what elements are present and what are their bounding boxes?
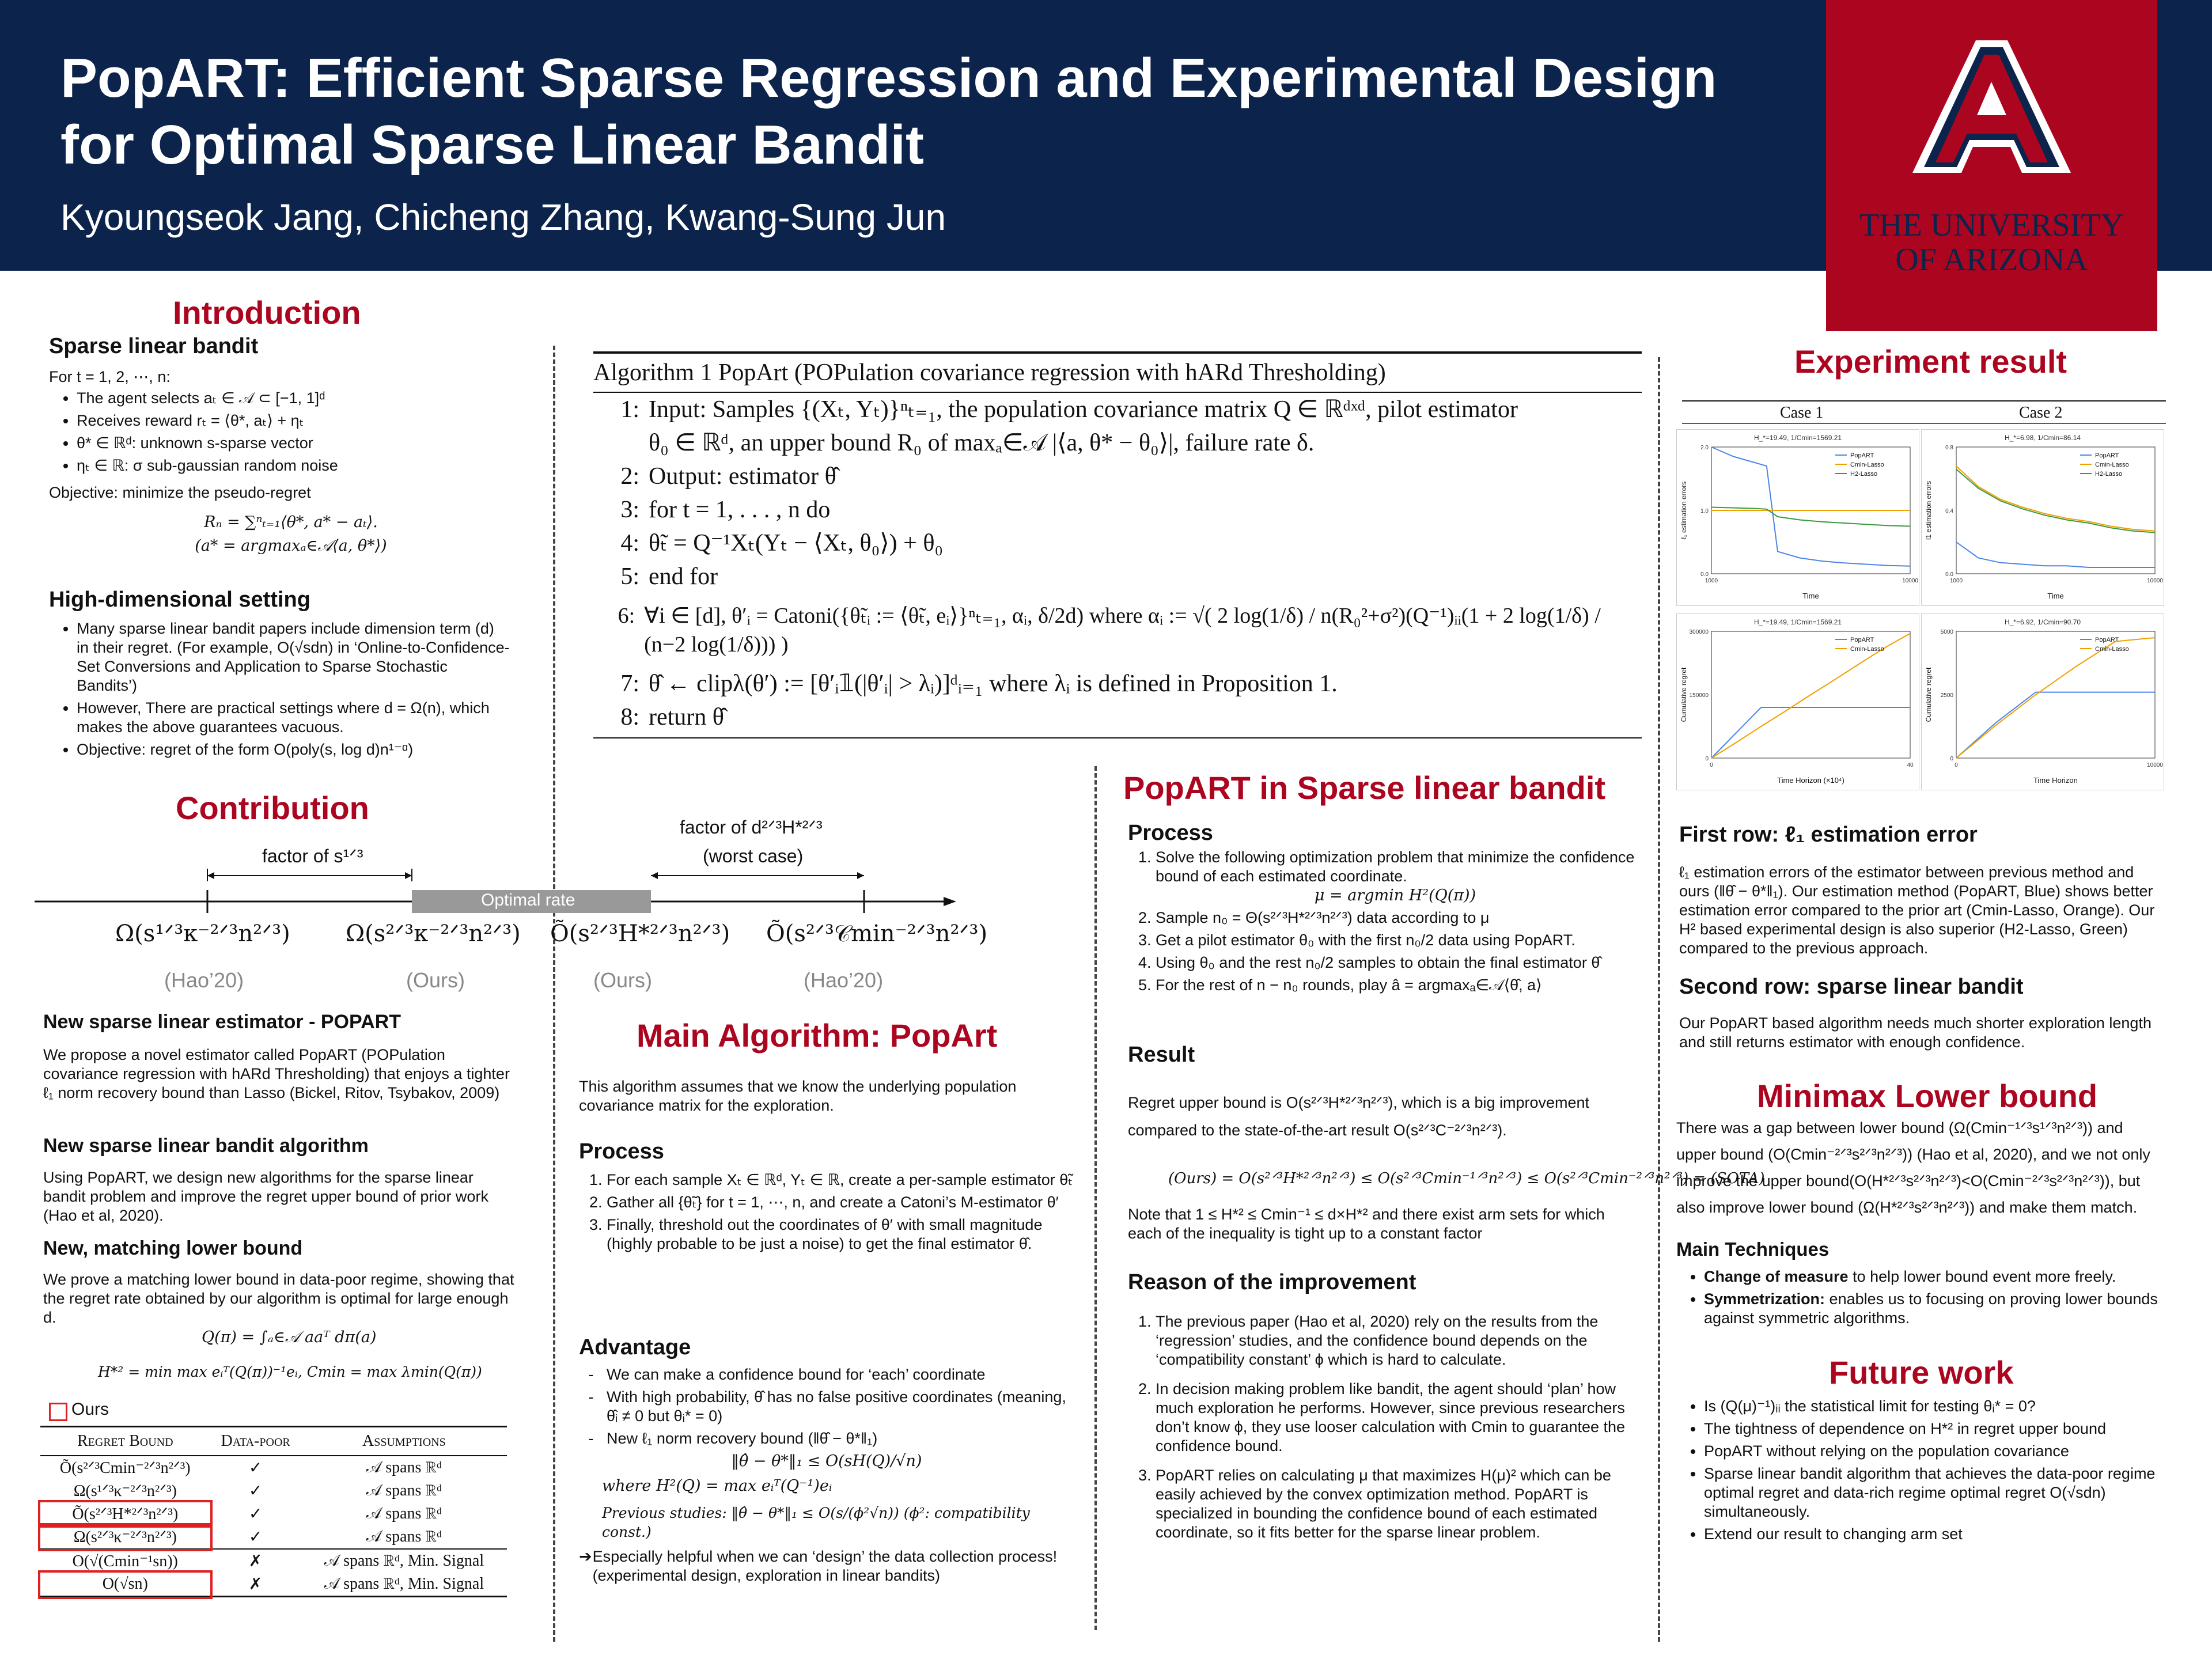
bound-equation: ‖θ̂ − θ*‖₁ ≤ O(sH(Q)/√n)	[731, 1452, 922, 1470]
table-cell: ✓	[248, 1482, 263, 1500]
algo-line-num: 5:	[620, 563, 639, 590]
algo-line-num: 6:	[618, 604, 635, 628]
main-process-step: 3. Finally, threshold out the coordinates of θ′ with small magnitude (highly probable to be just a noise) to get the final estimator θ̂.	[607, 1215, 1074, 1253]
table-cell: ✗	[248, 1575, 263, 1593]
intro-bullet: • θ* ∈ ℝᵈ: unknown s-sparse vector	[77, 434, 533, 453]
advantage-heading: Advantage	[579, 1335, 691, 1359]
h-equation: H*² = min max eᵢᵀ(Q(π))⁻¹eᵢ, Cmin = max λmin(Q(π))	[98, 1363, 482, 1380]
table-cell: Õ(s²ᐟ³Cmin⁻²ᐟ³n²ᐟ³)	[59, 1459, 191, 1477]
first-row-heading: First row: ℓ₁ estimation error	[1679, 823, 1978, 847]
table-cell: 𝒜 spans ℝᵈ	[366, 1459, 442, 1476]
highdim-bullet: • However, There are practical settings where d = Ω(n), which makes the above guarantees vacuous.	[77, 699, 510, 737]
column-divider-2	[1658, 357, 1660, 1642]
chart-title: H_*=6.92, 1/Cmin=90.70	[2004, 618, 2081, 626]
y-tick-label: 1.0	[1700, 508, 1709, 514]
factor-left-label: factor of s¹ᐟ³	[262, 846, 363, 866]
rate-source: (Ours)	[406, 968, 465, 992]
legend-label: Cmin-Lasso	[2095, 461, 2129, 468]
legend-label: PopART	[2095, 452, 2119, 459]
mu-equation: μ = argmin H²(Q(π))	[1314, 887, 1476, 904]
popart-step: 3. Get a pilot estimator θ₀ with the first n₀/2 data using PopART.	[1156, 931, 1635, 950]
case2-label: Case 2	[2019, 404, 2063, 422]
future-list	[1676, 1397, 2166, 1547]
for-line: For t = 1, 2, ⋯, n:	[49, 368, 171, 385]
x-axis-label: Time	[1802, 592, 1819, 600]
alg-heading: New sparse linear bandit algorithm	[43, 1135, 369, 1157]
algo-line	[593, 393, 1642, 426]
y-tick-label: 0.0	[1700, 571, 1709, 578]
algo-line-num: 7:	[620, 671, 639, 697]
table-cell: O(√sn)	[40, 1573, 210, 1597]
algo-line-num: 8:	[620, 704, 639, 730]
regret-equation: Rₙ = ∑ⁿₜ₌₁⟨θ*, a* − aₜ⟩.	[204, 513, 378, 531]
estimator-heading: New sparse linear estimator - POPART	[43, 1011, 402, 1033]
university-logo	[1826, 0, 2157, 331]
series-line	[1956, 466, 2155, 531]
highdim-bullet: • Objective: regret of the form O(poly(s, log d)n¹⁻ᵅ)	[77, 740, 510, 759]
arrow-right-icon: ➔	[579, 1548, 592, 1565]
main-process-list	[579, 1171, 1074, 1257]
objective-text: Objective: minimize the pseudo-regret	[49, 484, 311, 501]
y-axis-label: Cumulative regret	[1925, 667, 1933, 722]
university-name-line1: THE UNIVERSITY	[1859, 207, 2124, 243]
highdim-bullet: • Many sparse linear bandit papers include dimension term (d) in their regret. (For example, O(√sdn) in ‘Online-to-Confidence-Set Conversions and Application to Sparse Stochastic Bandits’)	[77, 619, 510, 695]
table-cell: 𝒜 spans ℝᵈ, Min. Signal	[324, 1575, 484, 1593]
x-tick-label: 10000	[2147, 762, 2163, 768]
minimax-text: There was a gap between lower bound (Ω(Cmin⁻¹ᐟ³s¹ᐟ³n²ᐟ³)) and upper bound (O(Cmin⁻²ᐟ³s²ᐟ³n²ᐟ³)) (Hao et al, 2020), and we not only improve the upper bound(O(H*²ᐟ³s²ᐟ³n²ᐟ³)<O(Cmin⁻²ᐟ³s²ᐟ³n²ᐟ³)), but also improve lower bound (Ω(H*²ᐟ³s²ᐟ³n²ᐟ³)) and make them match.	[1676, 1119, 2150, 1216]
experiment-heading: Experiment result	[1794, 343, 2067, 380]
rate-expr: Õ(s²ᐟ³H*²ᐟ³n²ᐟ³)	[550, 921, 730, 947]
highdim-heading: High-dimensional setting	[49, 588, 310, 612]
main-process-heading: Process	[579, 1139, 664, 1164]
legend-label: Cmin-Lasso	[1850, 461, 1884, 468]
chain-equation: (Ours) = O(s²ᐟ³H*²ᐟ³n²ᐟ³) ≤ O(s²ᐟ³Cmin⁻¹ᐟ³n²ᐟ³) ≤ O(s²ᐟ³Cmin⁻²ᐟ³n²ᐟ³) = (SOTA)	[1168, 1170, 1765, 1187]
astar-equation: (a* = argmaxₐ∈𝒜⟨a, θ*⟩)	[195, 537, 387, 555]
x-tick-label: 40	[1907, 762, 1914, 768]
table-cell: Ω(s¹ᐟ³κ⁻²ᐟ³n²ᐟ³)	[73, 1482, 177, 1500]
case-rule	[1682, 423, 2166, 424]
chart-title: H_*=6.98, 1/Cmin=86.14	[2004, 434, 2081, 442]
legend-label: PopART	[1850, 452, 1874, 459]
arizona-a-logo	[1901, 29, 2082, 184]
reason-item: 1. The previous paper (Hao et al, 2020) rely on the results from the ‘regression’ studies, and the confidence bound depends on the ‘compatibility constant’ ϕ which is hard to calculate.	[1156, 1312, 1635, 1369]
y-tick-label: 0.0	[1945, 571, 1953, 578]
algo-line	[593, 667, 1642, 700]
table-header: Regret Bound	[40, 1427, 210, 1456]
authors: Kyoungseok Jang, Chicheng Zhang, Kwang-Sung Jun	[60, 196, 946, 238]
column-divider-1	[553, 346, 555, 1642]
algo-line-text: θ̃ₜ = Q⁻¹Xₜ(Yₜ − ⟨Xₜ, θ₀⟩) + θ₀	[649, 530, 944, 556]
legend-label: PopART	[2095, 637, 2119, 643]
table-cell: O(√(Cmin⁻¹sn))	[72, 1552, 178, 1570]
rate-expr: Ω(s¹ᐟ³κ⁻²ᐟ³n²ᐟ³)	[115, 921, 290, 947]
x-axis-label: Time Horizon (×10⁴)	[1777, 776, 1844, 785]
previous-equation: Previous studies: ‖θ̂ − θ*‖₁ ≤ O(s/(ϕ²√n)) (ϕ²: compatibility const.)	[602, 1505, 1030, 1540]
algo-line-text: θ̂ ← clipλ(θ′) := [θ′ᵢ𝟙(|θ′ᵢ| > λᵢ)]ᵈᵢ₌₁ where λᵢ is defined in Proposition 1.	[649, 671, 1338, 697]
optimal-rate-label: Optimal rate	[481, 891, 575, 910]
future-heading: Future work	[1829, 1354, 2014, 1391]
table-row	[40, 1549, 507, 1573]
case1-label: Case 1	[1780, 404, 1824, 422]
sparse-bandit-heading: Sparse linear bandit	[49, 334, 259, 358]
y-tick-label: 2500	[1940, 692, 1953, 699]
technique-rest: to help lower bound event more freely.	[1848, 1268, 2116, 1285]
lower-bound-text: We prove a matching lower bound in data-poor regime, showing that the regret rate obtained by our algorithm is optimal for large enough d.	[43, 1271, 514, 1326]
algo-line-text: end for	[649, 563, 718, 590]
rate-expr: Õ(s²ᐟ³𝒞min⁻²ᐟ³n²ᐟ³)	[766, 921, 988, 947]
result-text: Regret upper bound is O(s²ᐟ³H*²ᐟ³n²ᐟ³), which is a big improvement compared to the state-of-the-art result O(s²ᐟ³C⁻²ᐟ³n²ᐟ³).	[1128, 1094, 1590, 1139]
chart-4	[1921, 613, 2164, 790]
rate-source: (Ours)	[593, 968, 652, 992]
table-row	[40, 1479, 507, 1502]
series-line	[1956, 469, 2155, 533]
rate-source: (Hao’20)	[804, 968, 884, 992]
popart-step-text: Solve the following optimization problem that minimize the confidence bound of each estimated coordinate.	[1156, 849, 1635, 885]
table-row	[40, 1525, 507, 1549]
legend-label: Cmin-Lasso	[2095, 646, 2129, 653]
x-tick-label: 1000	[1949, 578, 1963, 584]
series-line	[1956, 542, 2155, 567]
reason-list	[1128, 1312, 1635, 1546]
series-line	[1956, 692, 2155, 758]
alg-text: Using PopART, we design new algorithms for the sparse linear bandit problem and improve the regret upper bound of prior work (Hao et al, 2020).	[43, 1169, 488, 1224]
second-row-heading: Second row: sparse linear bandit	[1679, 975, 2024, 999]
x-tick-label: 10000	[2147, 578, 2163, 584]
algo-line-text: θ₀ ∈ ℝᵈ, an upper bound R₀ of maxₐ∈𝒜 |⟨a, θ* − θ₀⟩|, failure rate δ.	[649, 430, 1315, 456]
popart-step	[1156, 848, 1635, 905]
future-item: • The tightness of dependence on H*² in regret upper bound	[1704, 1419, 2166, 1438]
y-tick-label: 0	[1950, 756, 1953, 762]
estimator-text: We propose a novel estimator called PopART (POPulation covariance regression with hARd Thresholding) that enjoys a tighter ℓ₁ norm recovery bound than Lasso (Bickel, Ritov, Tsybakov, 2009)	[43, 1046, 510, 1101]
advantage-item: - New ℓ₁ norm recovery bound (‖θ̂ − θ*‖₁)	[607, 1429, 1074, 1448]
note-text: Note that 1 ≤ H*² ≤ Cmin⁻¹ ≤ d×H*² and there exist arm sets for which each of the inequality is tight up to a constant factor	[1128, 1206, 1605, 1242]
table-cell: 𝒜 spans ℝᵈ, Min. Signal	[324, 1552, 484, 1570]
main-process-step: 2. Gather all {θ̃ₜ} for t = 1, ⋯, n, and create a Catoni’s M-estimator θ′	[607, 1193, 1074, 1212]
advantage-list	[579, 1365, 1074, 1585]
algo-line	[593, 527, 1642, 560]
popart-step: 5. For the rest of n − n₀ rounds, play â = argmaxₐ∈𝒜⟨θ̂, a⟩	[1156, 976, 1635, 995]
table-cell: 𝒜 spans ℝᵈ	[366, 1482, 442, 1499]
algo-line-num: 2:	[620, 463, 639, 490]
advantage-item: - With high probability, θ̂ has no false positive coordinates (meaning, θ̂ᵢ ≠ 0 but θᵢ* = 0)	[607, 1388, 1074, 1426]
q-equation: Q(π) = ∫ₐ∈𝒜 aaᵀ dπ(a)	[202, 1328, 377, 1346]
rate-expr: Ω(s²ᐟ³κ⁻²ᐟ³n²ᐟ³)	[346, 921, 521, 947]
lower-bound-heading: New, matching lower bound	[43, 1237, 303, 1259]
algo-line	[593, 593, 1642, 667]
intro-body	[49, 368, 533, 555]
series-line	[1711, 707, 1910, 758]
y-tick-label: 0	[1705, 756, 1709, 762]
table-cell: Õ(s²ᐟ³H*²ᐟ³n²ᐟ³)	[40, 1502, 210, 1525]
algo-line-num: 4:	[620, 530, 639, 556]
popart-process-list	[1128, 848, 1635, 998]
techniques-heading: Main Techniques	[1676, 1238, 1830, 1260]
legend-label: H2-Lasso	[1850, 471, 1878, 478]
legend-label: H2-Lasso	[2095, 471, 2123, 478]
technique-bold: Symmetrization:	[1704, 1290, 1825, 1308]
result-heading: Result	[1128, 1043, 1195, 1067]
ours-legend-label: Ours	[71, 1400, 109, 1419]
table-header: Assumptions	[301, 1427, 507, 1456]
intro-bullet: • Receives reward rₜ = ⟨θ*, aₜ⟩ + ηₜ	[77, 411, 533, 430]
algo-line-text: for t = 1, . . . , n do	[649, 497, 831, 523]
legend-label: PopART	[1850, 637, 1874, 643]
popart-process-heading: Process	[1128, 821, 1213, 845]
technique-item	[1704, 1290, 2166, 1328]
poster-title: PopART: Efficient Sparse Regression and Experimental Design for Optimal Sparse Linear Bandit	[60, 47, 1717, 176]
y-axis-label: Cumulative regret	[1680, 667, 1688, 722]
intro-bullet: • ηₜ ∈ ℝ: σ sub-gaussian random noise	[77, 456, 533, 475]
y-tick-label: 2.0	[1700, 445, 1709, 451]
minimax-heading: Minimax Lower bound	[1757, 1078, 2098, 1114]
first-row-text: ℓ₁ estimation errors of the estimator between previous method and ours (‖θ̂ − θ*‖₁). Our estimation method (PopART, Blue) shows better estimation error compared to the prior art (Cmin-Lasso, Orange). Our H² based experimental design is also superior (H2-Lasso, Green) compared to the previous approach.	[1679, 863, 2155, 957]
reason-item: 3. PopART relies on calculating μ that maximizes H(μ)² which can be easily achieved by the convex optimization method. PopART is specialized in bounding the confidence bound of each estimated coordinate, so it fits better for the sparse linear problem.	[1156, 1466, 1635, 1542]
table-cell: ✗	[248, 1552, 263, 1570]
table-cell: 𝒜 spans ℝᵈ	[366, 1505, 442, 1522]
y-axis-label: ℓ₁ estimation errors	[1680, 481, 1688, 540]
x-axis-label: Time	[2047, 592, 2064, 600]
table-cell: ✓	[248, 1528, 263, 1546]
algo-line	[593, 426, 1642, 460]
university-name-line2: OF ARIZONA	[1895, 242, 2088, 278]
table-row	[40, 1456, 507, 1479]
future-item: • Sparse linear bandit algorithm that achieves the data-poor regime optimal regret and data-rich regime optimal regret O(√sdn) simultaneously.	[1704, 1464, 2166, 1521]
technique-item	[1704, 1267, 2166, 1286]
reason-heading: Reason of the improvement	[1128, 1270, 1416, 1294]
y-tick-label: 0.8	[1945, 445, 1953, 451]
factor-right-sub: (worst case)	[703, 846, 804, 866]
table-header-row	[40, 1427, 507, 1456]
x-axis-label: Time Horizon	[2033, 776, 2078, 785]
algo-line	[593, 560, 1642, 593]
table-cell: ✓	[248, 1459, 263, 1477]
rate-source: (Hao’20)	[164, 968, 244, 992]
x-tick-label: 0	[1955, 762, 1958, 768]
algo-line-text: Output: estimator θ̂	[649, 463, 836, 490]
algo-line-text: ∀i ∈ [d], θ′ᵢ = Catoni({θ̃ₜᵢ := ⟨θ̃ₜ, eᵢ⟩}ⁿₜ₌₁, αᵢ, δ/2d) where αᵢ := √( 2 log(1/δ) / n(R₀²+σ²)(Q⁻¹)ᵢᵢ(1 + 2 log(1/δ) / (n−2 log(1/δ))) )	[644, 604, 1601, 657]
y-axis-label: l1 estimation errors	[1925, 480, 1933, 540]
algo-line-text: Input: Samples {(Xₜ, Yₜ)}ⁿₜ₌₁, the population covariance matrix Q ∈ ℝᵈˣᵈ, pilot estimator	[649, 396, 1518, 423]
algo-line	[593, 700, 1642, 734]
case-rule	[1682, 400, 2166, 402]
future-item: • PopART without relying on the population covariance	[1704, 1442, 2166, 1461]
main-process-step: 1. For each sample Xₜ ∈ ℝᵈ, Yₜ ∈ ℝ, create a per-sample estimator θ̃ₜ	[607, 1171, 1074, 1190]
technique-rest: enables us to focusing on proving lower bounds against symmetric algorithms.	[1704, 1290, 2158, 1327]
techniques-list	[1676, 1267, 2166, 1331]
reason-item: 2. In decision making problem like bandit, the agent should ‘plan’ how much exploration he performs. However, since previous researchers don’t know ϕ, they use looser calculation with Cmin to guarantee the confidence bound.	[1156, 1380, 1635, 1456]
ours-legend-box	[49, 1403, 67, 1421]
algo-line-num: 3:	[620, 497, 639, 523]
main-algo-assume: This algorithm assumes that we know the underlying population covariance matrix for the exploration.	[579, 1078, 1017, 1114]
y-tick-label: 0.4	[1945, 508, 1953, 514]
y-tick-label: 150000	[1689, 692, 1709, 699]
chart-title: H_*=19.49, 1/Cmin=1569.21	[1753, 618, 1842, 626]
main-algo-heading: Main Algorithm: PopArt	[637, 1017, 998, 1054]
highdim-list	[49, 619, 510, 763]
arrow-note	[579, 1547, 1074, 1585]
regret-table	[40, 1426, 507, 1597]
algorithm-box	[593, 351, 1642, 738]
x-tick-label: 1000	[1705, 578, 1718, 584]
chart-2	[1921, 429, 2164, 606]
algo-line-num	[593, 426, 649, 460]
algo-line	[593, 493, 1642, 527]
table-cell: ✓	[248, 1505, 263, 1523]
popart-step: 4. Using θ₀ and the rest n₀/2 samples to obtain the final estimator θ̂	[1156, 953, 1635, 972]
chart-title: H_*=19.49, 1/Cmin=1569.21	[1753, 434, 1842, 442]
intro-bullet: • The agent selects aₜ ∈ 𝒜 ⊂ [−1, 1]ᵈ	[77, 389, 533, 408]
advantage-item: - We can make a confidence bound for ‘each’ coordinate	[607, 1365, 1074, 1384]
arrow-note-text: Especially helpful when we can ‘design’ the data collection process! (experimental design, exploration in linear bandits)	[592, 1548, 1058, 1584]
table-cell: 𝒜 spans ℝᵈ	[366, 1528, 442, 1546]
x-tick-label: 0	[1710, 762, 1713, 768]
y-tick-label: 300000	[1689, 629, 1709, 635]
y-tick-label: 5000	[1940, 629, 1953, 635]
table-header: Data-poor	[210, 1427, 301, 1456]
table-row	[40, 1502, 507, 1525]
popart-step: 2. Sample n₀ = Θ(s²ᐟ³H*²ᐟ³n²ᐟ³) data according to μ	[1156, 908, 1635, 927]
algorithm-title: Algorithm 1 PopArt (POPulation covariance regression with hARd Thresholding)	[593, 359, 1386, 386]
series-line	[1956, 638, 2155, 758]
intro-heading: Introduction	[173, 294, 361, 331]
chart-1	[1676, 429, 1919, 606]
x-tick-label: 10000	[1902, 578, 1918, 584]
popart-sparse-heading: PopART in Sparse linear bandit	[1123, 770, 1606, 806]
algo-line-num: 1:	[620, 396, 639, 423]
future-item: • Extend our result to changing arm set	[1704, 1525, 2166, 1544]
future-item: • Is (Q(μ)⁻¹)ᵢᵢ the statistical limit for testing θᵢ* = 0?	[1704, 1397, 2166, 1416]
table-cell: Ω(s²ᐟ³κ⁻²ᐟ³n²ᐟ³)	[40, 1525, 210, 1549]
algo-line-text: return θ̂	[649, 704, 724, 730]
technique-bold: Change of measure	[1704, 1268, 1849, 1285]
where-equation: where H²(Q) = max eᵢᵀ(Q⁻¹)eᵢ	[602, 1477, 832, 1495]
factor-right-label: factor of d²ᐟ³H*²ᐟ³	[680, 817, 823, 838]
second-row-text: Our PopART based algorithm needs much shorter exploration length and still returns estimator with enough confidence.	[1679, 1014, 2152, 1051]
legend-label: Cmin-Lasso	[1850, 646, 1884, 653]
algo-bottom-rule	[593, 737, 1642, 738]
column-divider-3	[1094, 766, 1097, 1630]
algo-line	[593, 460, 1642, 493]
table-row	[40, 1573, 507, 1597]
contribution-heading: Contribution	[176, 790, 369, 826]
chart-3	[1676, 613, 1919, 790]
